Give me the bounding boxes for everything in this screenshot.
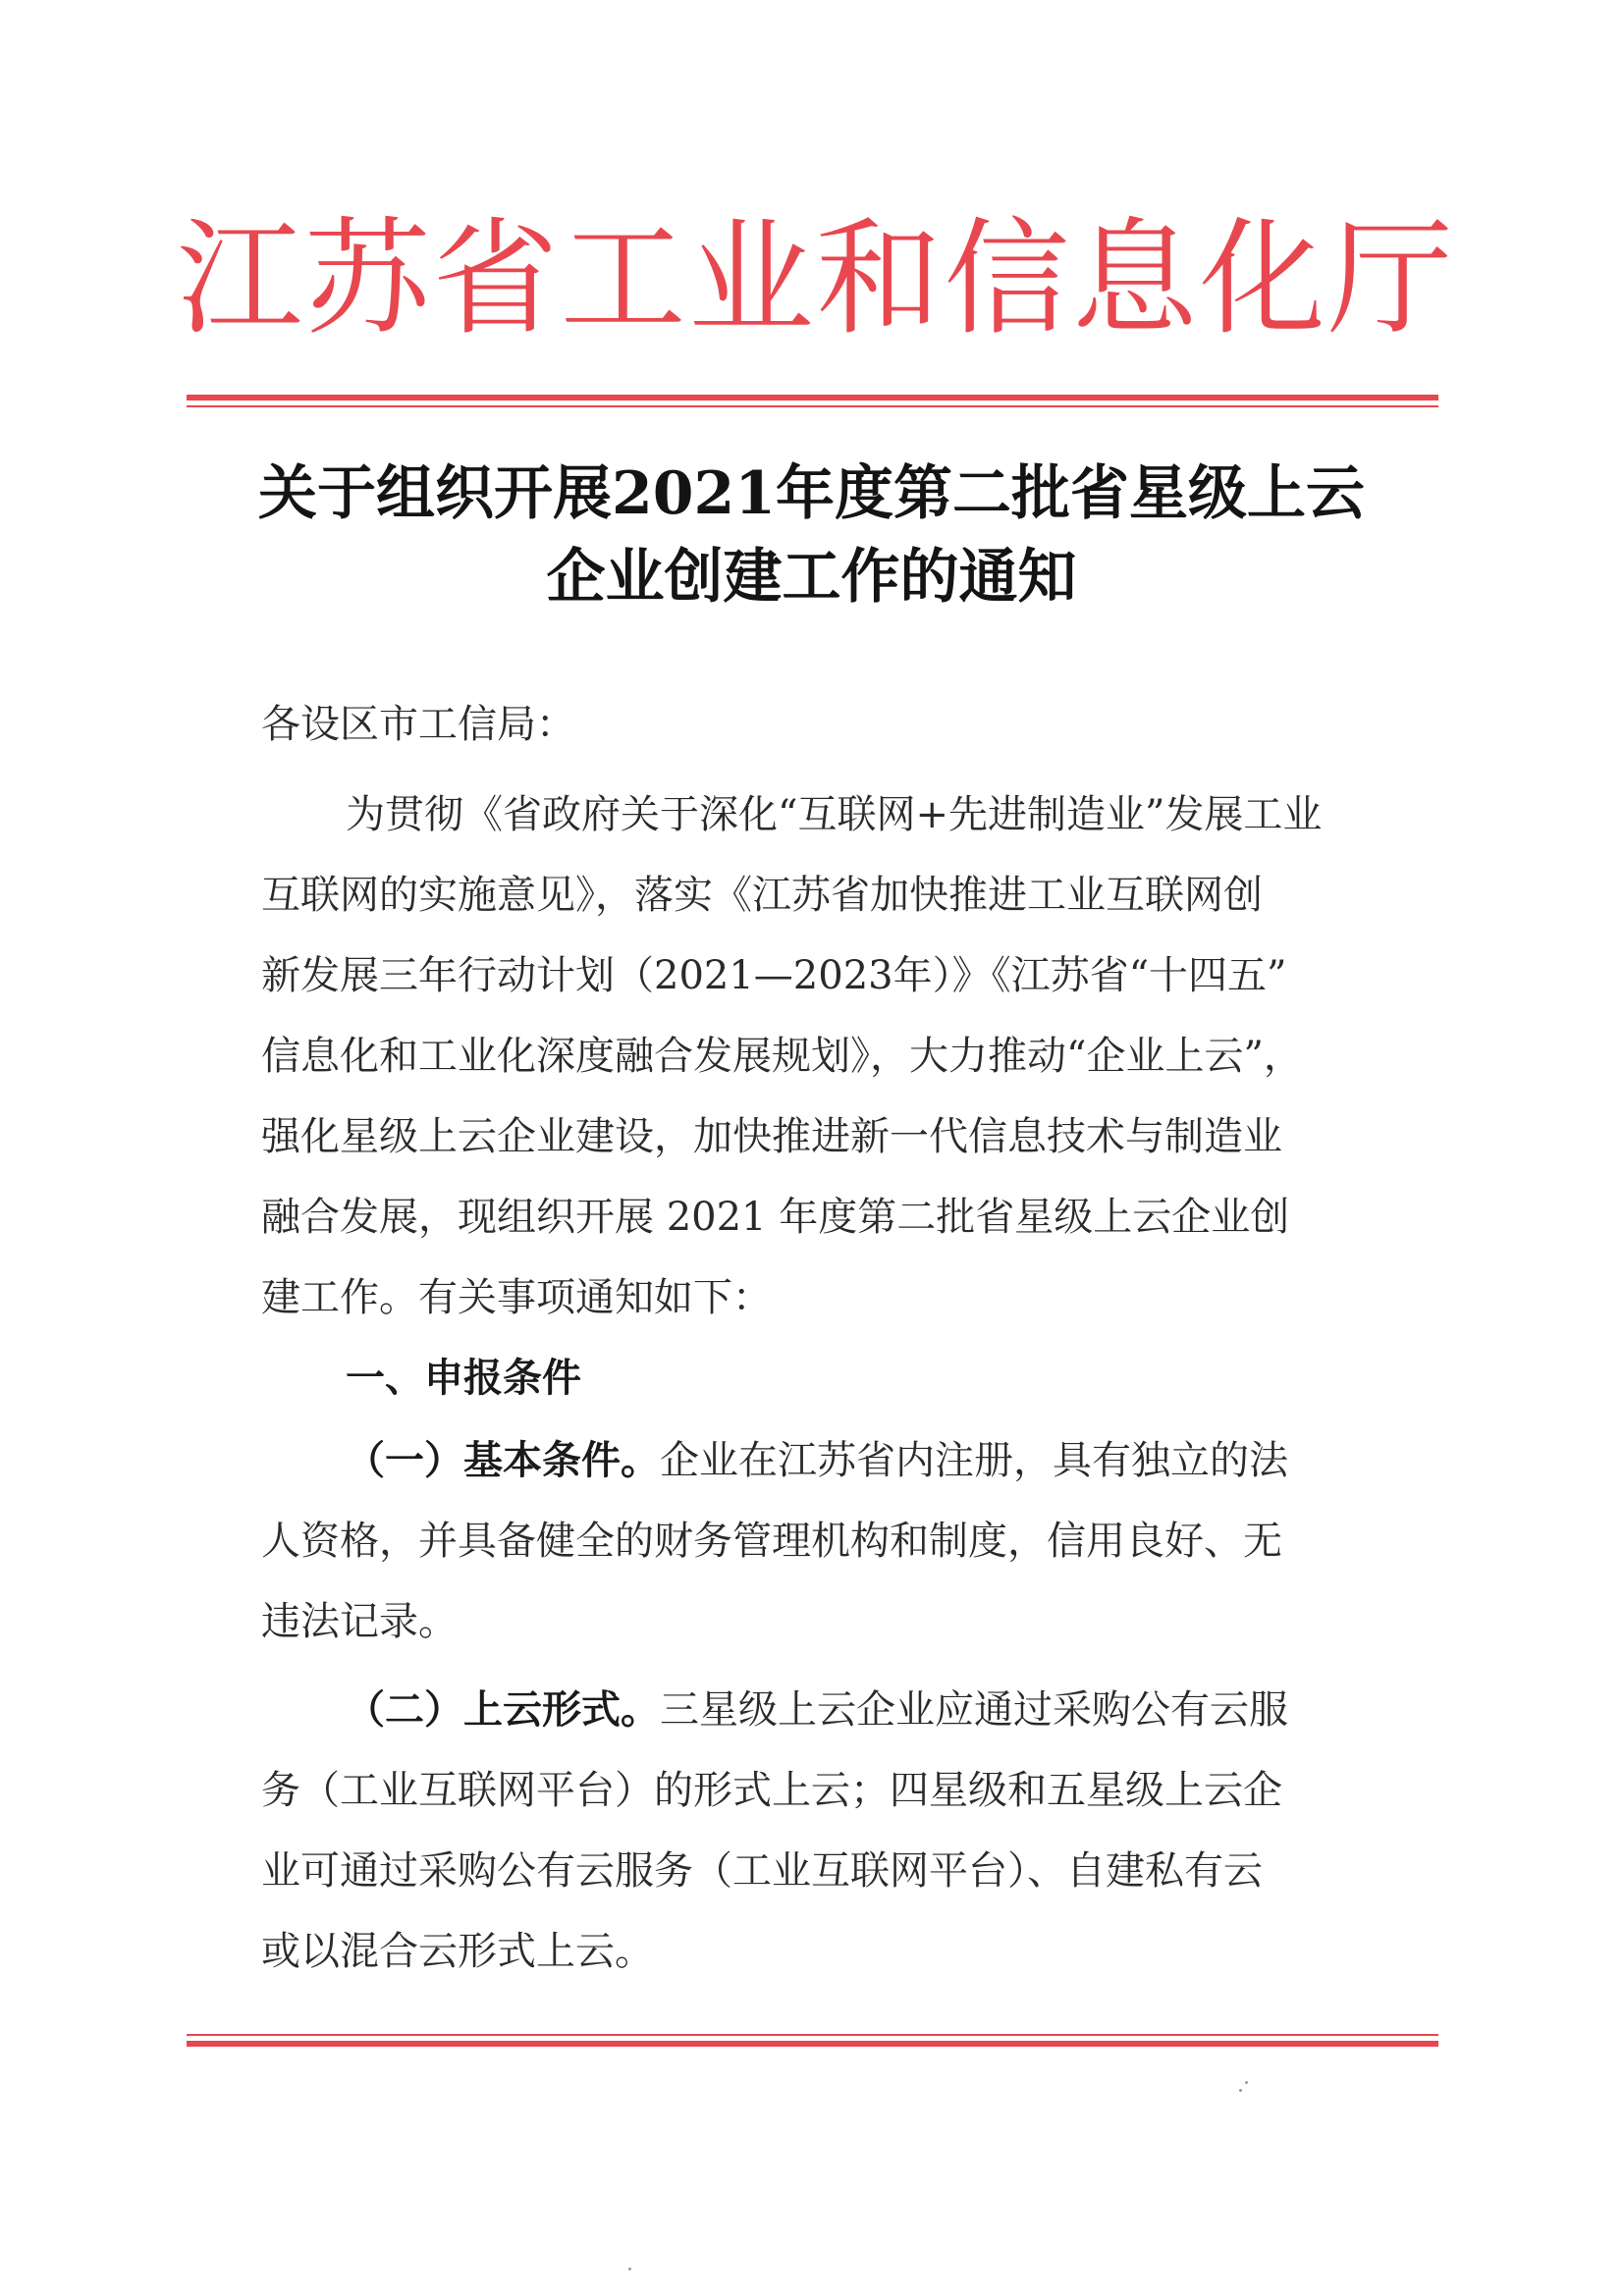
item1-lead: （一）基本条件。 xyxy=(346,1437,660,1483)
item1-text: 企业在江苏省内注册，具有独立的法 xyxy=(660,1438,1288,1483)
item1-line-1 xyxy=(346,1429,1288,1485)
intro-line: 强化星级上云企业建设，加快推进新一代信息技术与制造业 xyxy=(261,1114,1282,1159)
agency-char: 息 xyxy=(1071,206,1198,352)
agency-char: 和 xyxy=(816,206,943,352)
item1-line: 人资格，并具备健全的财务管理机构和制度，信用良好、无 xyxy=(261,1519,1282,1564)
section-heading: 一、申报条件 xyxy=(346,1356,581,1401)
agency-char: 业 xyxy=(687,206,814,352)
item2-text: 三星级上云企业应通过采购公有云服 xyxy=(660,1687,1288,1733)
item2-line: 或以混合云形式上云。 xyxy=(261,1929,654,1974)
agency-char: 厅 xyxy=(1326,206,1453,352)
intro-line: 互联网的实施意见》，落实《江苏省加快推进工业互联网创 xyxy=(261,873,1263,918)
footer-red-rule xyxy=(187,2034,1438,2047)
agency-char: 苏 xyxy=(304,206,431,352)
header-red-rule xyxy=(187,395,1438,407)
agency-char: 工 xyxy=(560,206,686,352)
intro-line: 信息化和工业化深度融合发展规划》，大力推动“企业上云”， xyxy=(261,1034,1303,1079)
scan-speck xyxy=(1245,2081,1248,2084)
item2-line: 业可通过采购公有云服务（工业互联网平台）、自建私有云 xyxy=(261,1848,1263,1894)
item1-line: 违法记录。 xyxy=(261,1599,458,1644)
agency-char: 省 xyxy=(432,206,559,352)
agency-char: 化 xyxy=(1199,206,1325,352)
agency-char: 信 xyxy=(944,206,1070,352)
salutation: 各设区市工信局： xyxy=(261,702,575,747)
intro-line: 融合发展，现组织开展 2021 年度第二批省星级上云企业创 xyxy=(261,1195,1290,1240)
intro-line: 新发展三年行动计划（2021—2023年）》《江苏省“十四五” xyxy=(261,953,1287,998)
item2-lead: （二）上云形式。 xyxy=(346,1686,660,1733)
intro-line: 为贯彻《省政府关于深化“互联网+先进制造业”发展工业 xyxy=(346,792,1323,837)
document-title-line-1: 关于组织开展2021年度第二批省星级上云 xyxy=(258,459,1365,528)
item2-line: 务（工业互联网平台）的形式上云；四星级和五星级上云企 xyxy=(261,1768,1282,1813)
document-title-line-2: 企业创建工作的通知 xyxy=(546,543,1077,612)
item2-line-1 xyxy=(346,1679,1288,1735)
agency-char: 江 xyxy=(177,206,303,352)
intro-line: 建工作。有关事项通知如下： xyxy=(261,1275,772,1320)
scan-speck xyxy=(628,2268,631,2270)
agency-header xyxy=(177,196,1453,363)
scan-speck xyxy=(1239,2089,1242,2092)
